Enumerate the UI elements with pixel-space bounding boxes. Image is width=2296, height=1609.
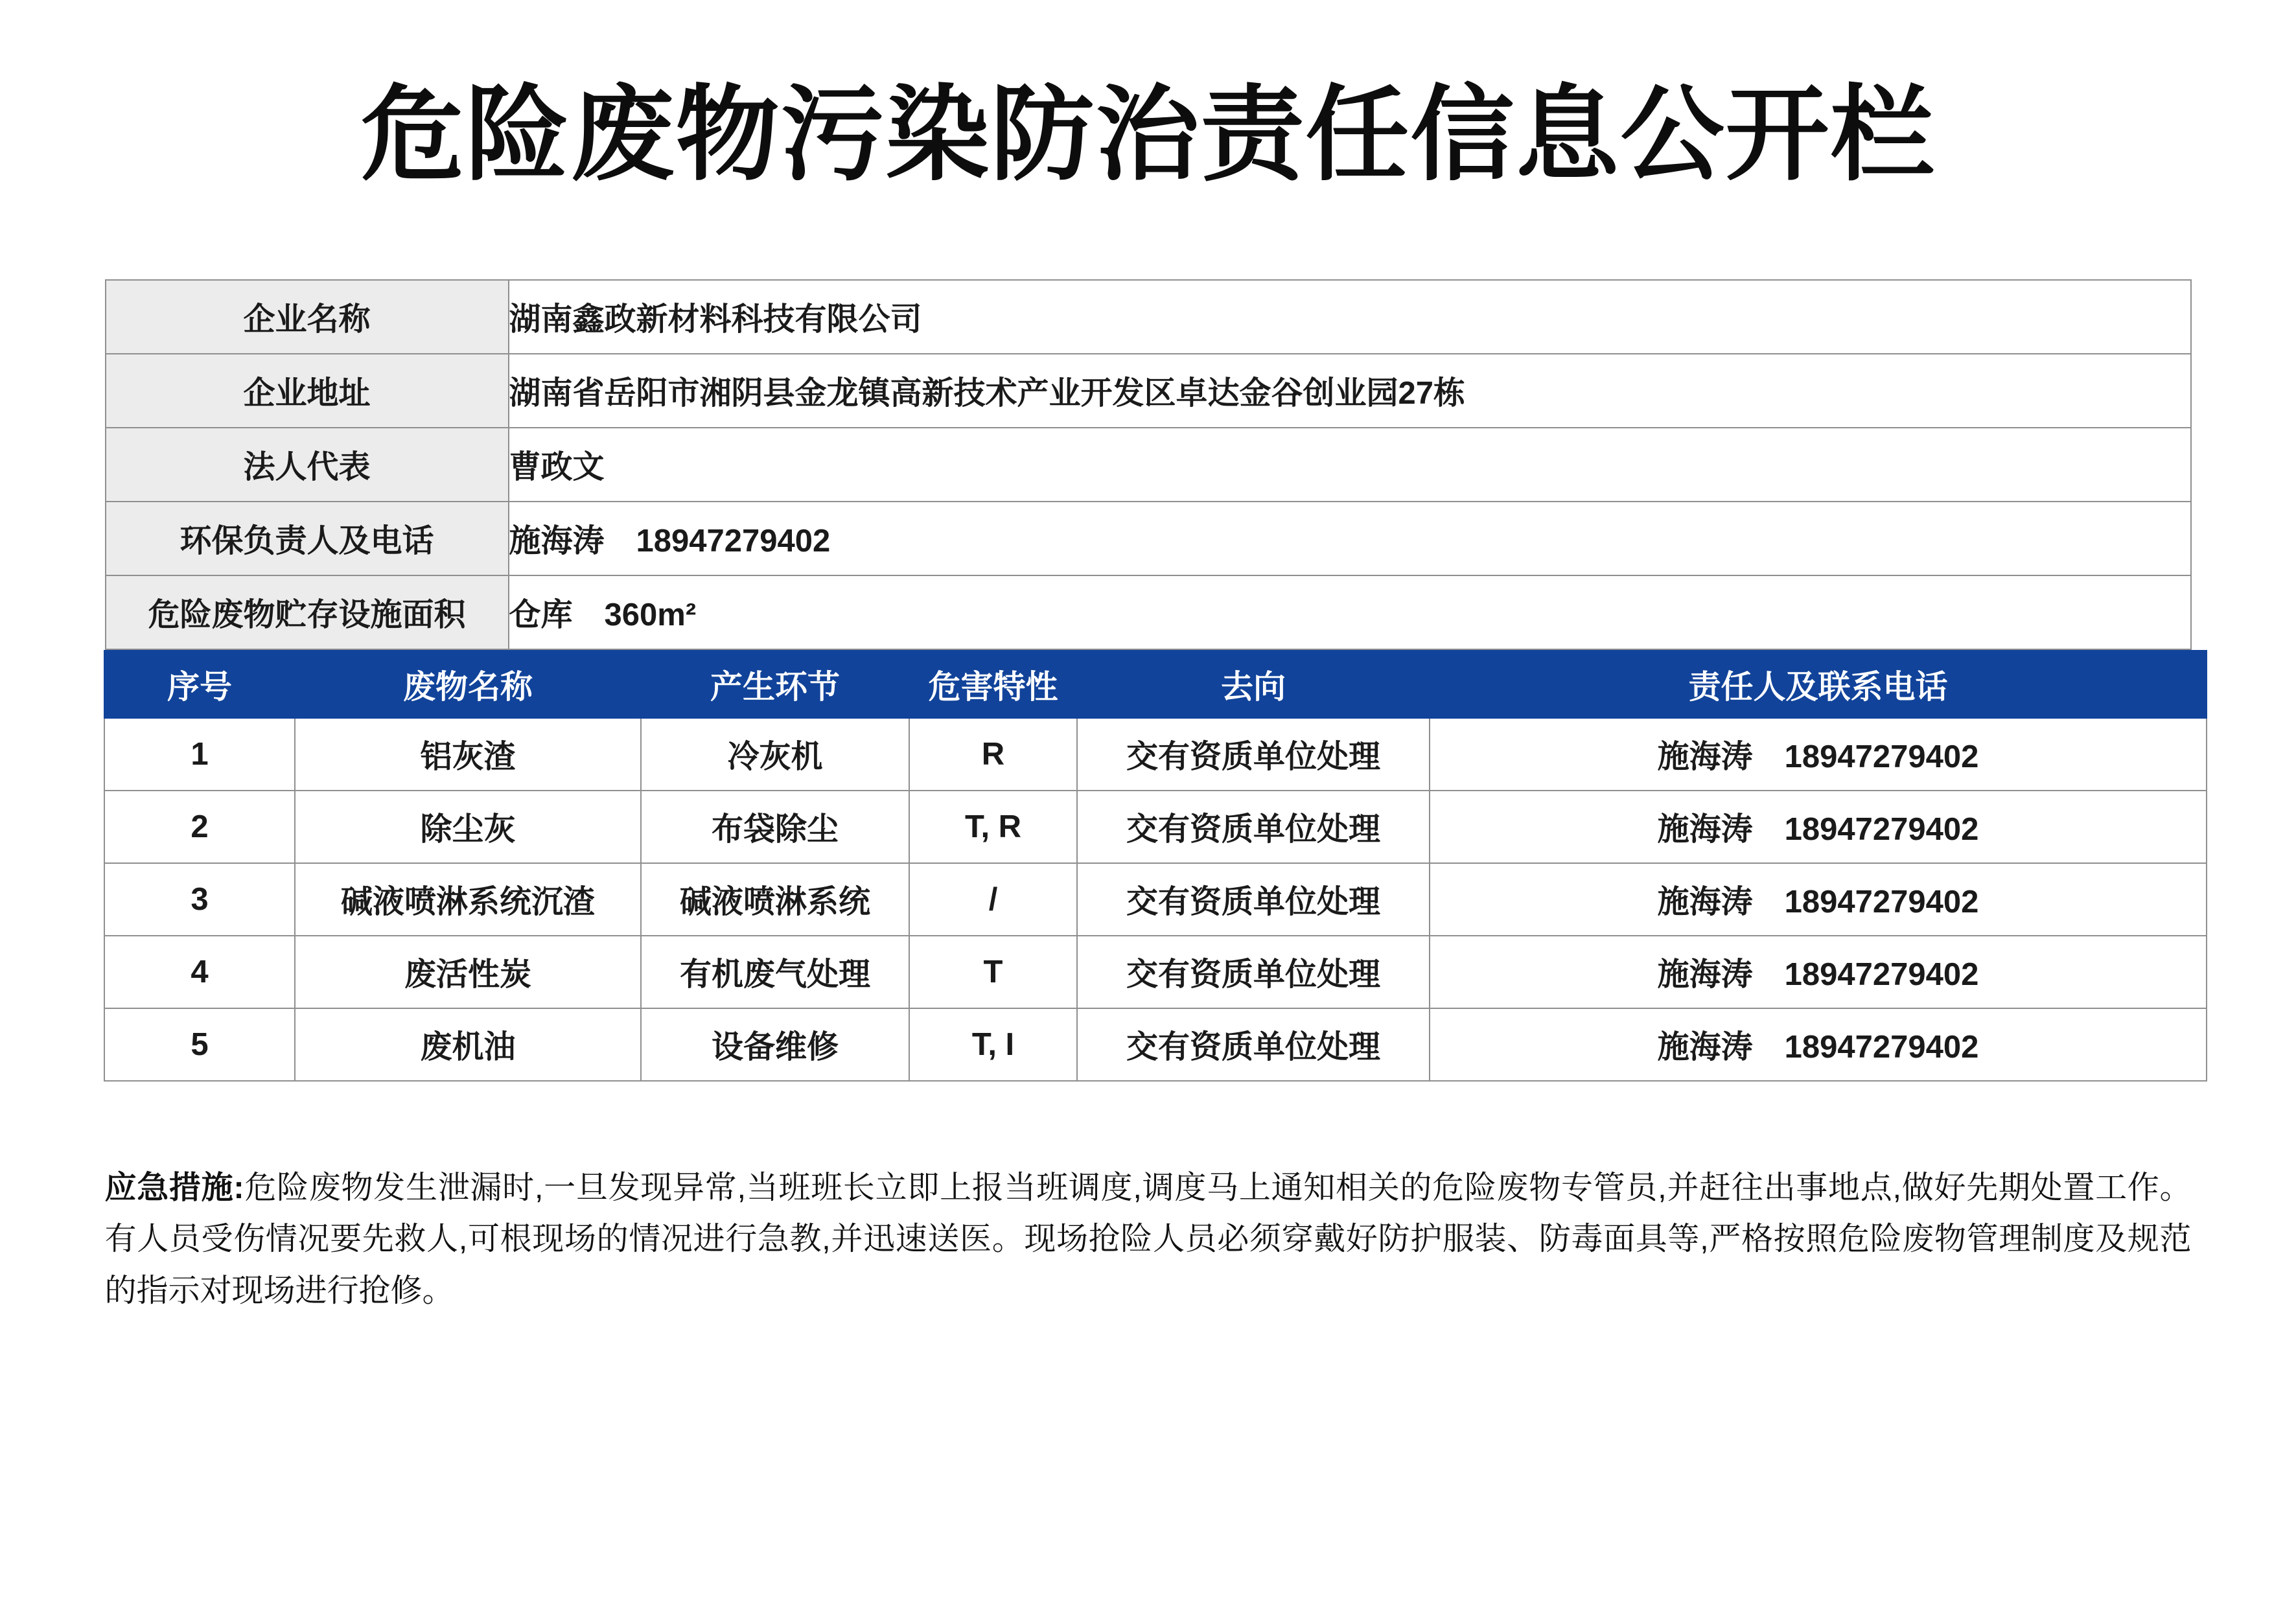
cell-stage: 设备维修 [641,1008,909,1081]
table-row [104,791,2207,863]
column-header-stage: 产生环节 [641,651,909,718]
cell-no: 3 [104,863,295,936]
cell-responsible: 施海涛 18947279402 [1430,936,2207,1008]
cell-responsible: 施海涛 18947279402 [1430,1008,2207,1081]
cell-responsible: 施海涛 18947279402 [1430,863,2207,936]
table-row [104,936,2207,1008]
info-value-legal-rep: 曹政文 [509,428,2191,502]
table-row [104,1008,2207,1081]
column-header-destination: 去向 [1077,651,1430,718]
cell-waste-name: 除尘灰 [295,791,641,863]
info-value-company-name: 湖南鑫政新材料科技有限公司 [509,280,2191,354]
cell-no: 5 [104,1008,295,1081]
emergency-measures-text: 危险废物发生泄漏时,一旦发现异常,当班班长立即上报当班调度,调度马上通知相关的危险废物专管员,并赶往出事地点,做好先期处置工作。有人员受伤情况要先救人,可根现场的情况进行急教,并迅速送医。现场抢险人员必须穿戴好防护服装、防毒面具等,严格按照危险废物管理制度及规范的指示对现场进行抢修。 [104,1170,2192,1308]
cell-no: 1 [104,718,295,791]
table-header-row [104,651,2207,718]
poster-page [0,78,2296,1609]
emergency-measures-label: 应急措施: [104,1170,244,1205]
column-header-waste-name: 废物名称 [295,651,641,718]
cell-hazard: T [909,936,1077,1008]
cell-hazard: R [909,718,1077,791]
cell-stage: 碱液喷淋系统 [641,863,909,936]
cell-waste-name: 铝灰渣 [295,718,641,791]
emergency-measures-block [105,1163,2192,1317]
company-info-table [105,279,2192,650]
cell-stage: 布袋除尘 [641,791,909,863]
info-label-storage-area: 危险废物贮存设施面积 [106,575,509,649]
cell-destination: 交有资质单位处理 [1077,863,1430,936]
cell-destination: 交有资质单位处理 [1077,791,1430,863]
cell-destination: 交有资质单位处理 [1077,718,1430,791]
table-row [104,863,2207,936]
info-label-company-name: 企业名称 [106,280,509,354]
table-row [106,502,2191,575]
cell-responsible: 施海涛 18947279402 [1430,718,2207,791]
info-label-legal-rep: 法人代表 [106,428,509,502]
cell-stage: 冷灰机 [641,718,909,791]
cell-waste-name: 废活性炭 [295,936,641,1008]
cell-hazard: T, I [909,1008,1077,1081]
column-header-responsible: 责任人及联系电话 [1430,651,2207,718]
info-value-storage-area: 仓库 360m² [509,575,2191,649]
cell-no: 4 [104,936,295,1008]
cell-hazard: / [909,863,1077,936]
hazardous-waste-table [104,650,2207,1082]
cell-destination: 交有资质单位处理 [1077,1008,1430,1081]
cell-waste-name: 碱液喷淋系统沉渣 [295,863,641,936]
column-header-no: 序号 [104,651,295,718]
table-row [106,280,2191,354]
info-label-env-officer: 环保负责人及电话 [106,502,509,575]
cell-destination: 交有资质单位处理 [1077,936,1430,1008]
table-row [106,575,2191,649]
info-value-company-address: 湖南省岳阳市湘阴县金龙镇高新技术产业开发区卓达金谷创业园27栋 [509,354,2191,428]
cell-waste-name: 废机油 [295,1008,641,1081]
table-row [106,428,2191,502]
info-value-env-officer: 施海涛 18947279402 [509,502,2191,575]
cell-responsible: 施海涛 18947279402 [1430,791,2207,863]
cell-no: 2 [104,791,295,863]
info-label-company-address: 企业地址 [106,354,509,428]
column-header-hazard: 危害特性 [909,651,1077,718]
table-row [104,718,2207,791]
page-title: 危险废物污染防治责任信息公开栏 [360,76,1936,192]
cell-hazard: T, R [909,791,1077,863]
cell-stage: 有机废气处理 [641,936,909,1008]
table-row [106,354,2191,428]
